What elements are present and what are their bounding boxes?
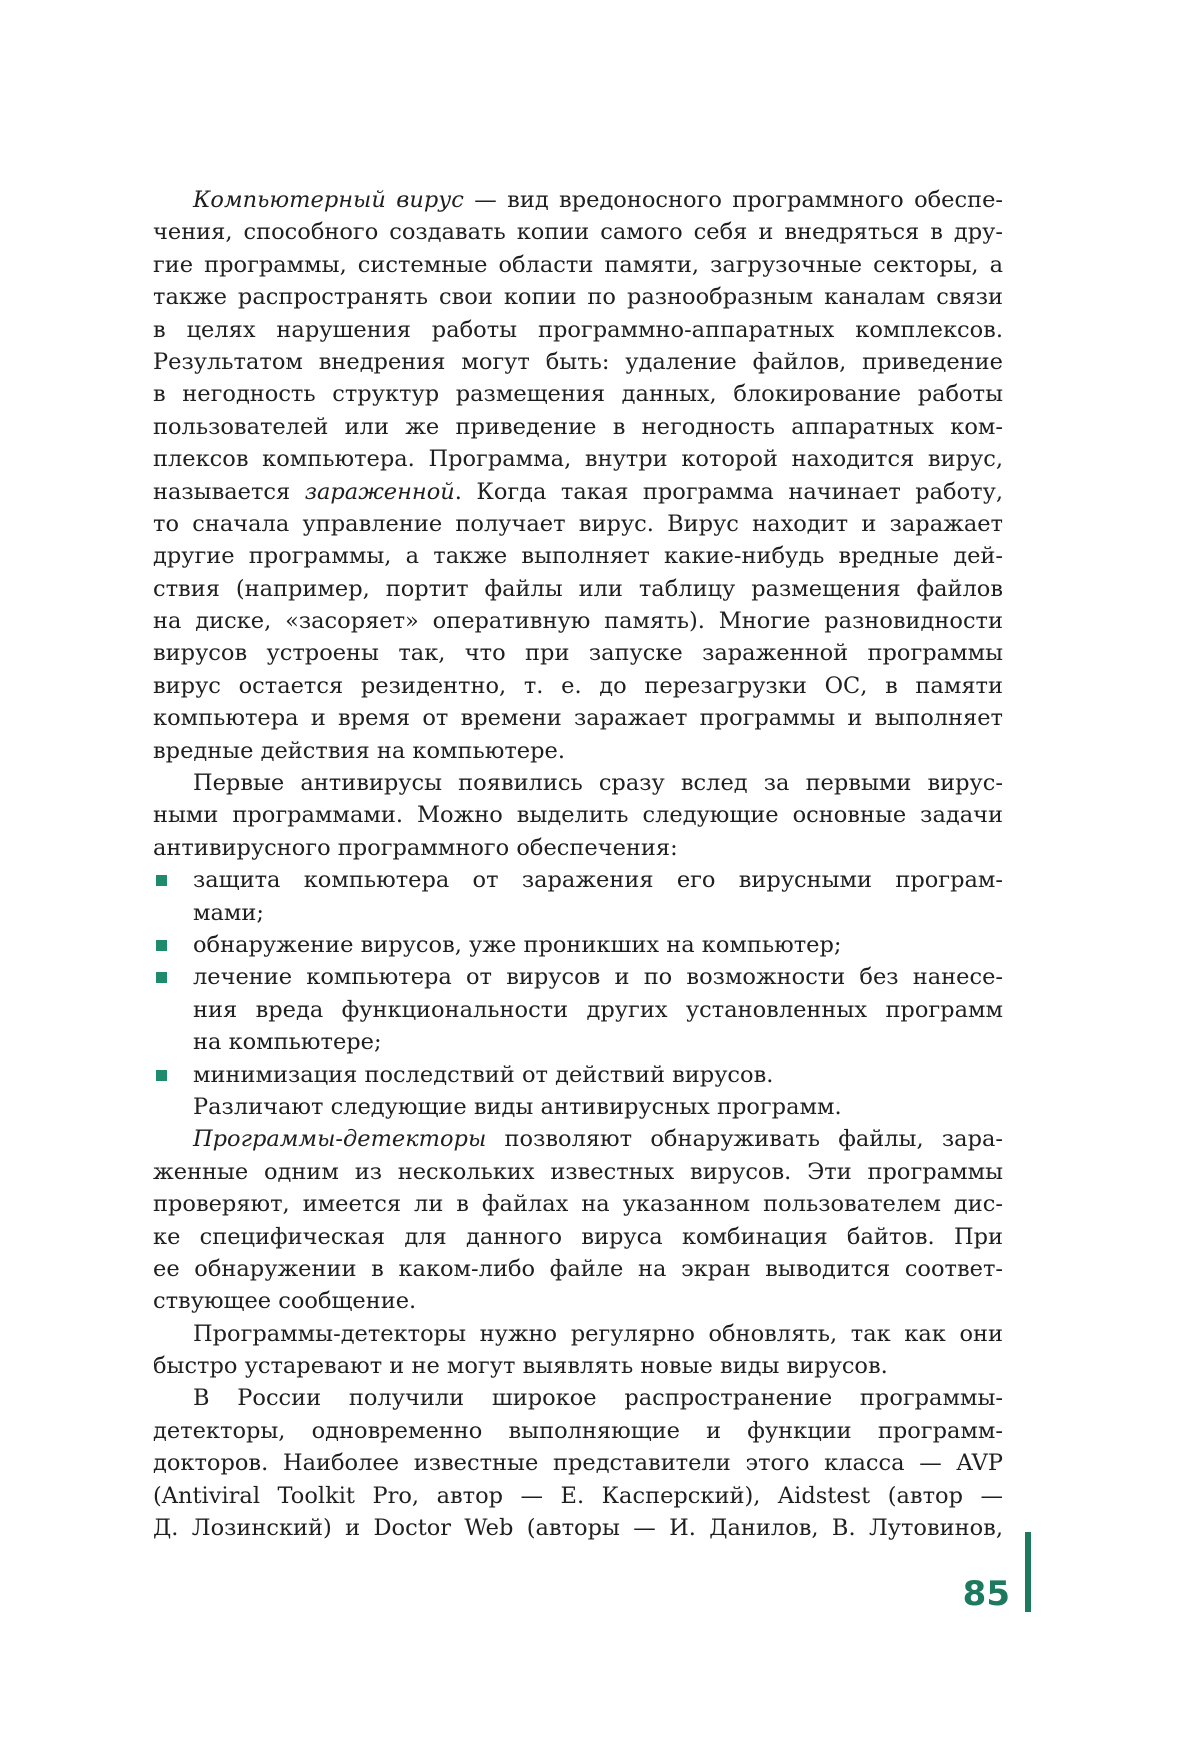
text-line: (Antiviral Toolkit Pro, автор — Е. Касперский), Aidstest (автор — bbox=[153, 1482, 1003, 1509]
text-line: мами; bbox=[193, 899, 264, 926]
text-line: быстро устаревают и не могут выявлять новые виды вирусов. bbox=[153, 1353, 888, 1380]
text-line: Д. Лозинский) и Doctor Web (авторы — И. Данилов, В. Лутовинов, bbox=[153, 1515, 1003, 1542]
text-line: женные одним из нескольких известных вирусов. Эти программы bbox=[153, 1158, 1003, 1185]
square-bullet-icon bbox=[156, 1070, 167, 1081]
term-infected: зараженной bbox=[304, 478, 455, 505]
text-line: вирус остается резидентно, т. е. до перезагрузки ОС, в памяти bbox=[153, 672, 1003, 699]
term-computer-virus: Компьютерный вирус bbox=[193, 187, 464, 213]
text-line: другие программы, а также выполняет какие-нибудь вредные дей- bbox=[153, 543, 1003, 570]
text-line: гие программы, системные области памяти, загрузочные секторы, а bbox=[153, 251, 1003, 278]
text-line bbox=[153, 1123, 1003, 1155]
text-line: Первые антивирусы появились сразу вслед за первыми вирус- bbox=[193, 770, 1003, 797]
text-line: В России получили широкое распространение программы- bbox=[193, 1385, 1003, 1412]
text-line: ке специфическая для данного вируса комбинация байтов. При bbox=[153, 1223, 1003, 1250]
line-text: — вид вредоносного программного обеспе- bbox=[463, 187, 1003, 213]
text-line: вирусов устроены так, что при запуске зараженной программы bbox=[153, 640, 1003, 667]
body-text bbox=[153, 184, 1003, 1544]
text-line: компьютера и время от времени заражает программы и выполняет bbox=[153, 705, 1003, 732]
text-line: Программы-детекторы нужно регулярно обновлять, так как они bbox=[193, 1320, 1003, 1347]
page-number: 85 bbox=[962, 1574, 1010, 1614]
text-line: обнаружение вирусов, уже проникших на компьютер; bbox=[193, 931, 842, 958]
text-line: детекторы, одновременно выполняющие и функции программ- bbox=[153, 1417, 1003, 1444]
text-line: в целях нарушения работы программно-аппаратных комплексов. bbox=[153, 316, 1003, 343]
text-line: ствующее сообщение. bbox=[153, 1288, 417, 1315]
list-item bbox=[153, 864, 1003, 929]
text-line: ее обнаружении в каком-либо файле на экран выводится соответ- bbox=[153, 1255, 1003, 1282]
paragraph-antivirus-tasks bbox=[153, 767, 1003, 864]
text-line: Различают следующие виды антивирусных программ. bbox=[193, 1093, 842, 1120]
text-line: в негодность структур размещения данных, блокирование работы bbox=[153, 381, 1003, 408]
text-line: на компьютере; bbox=[193, 1029, 382, 1056]
term-detector-programs: Программы-детекторы bbox=[193, 1126, 487, 1153]
line-text: позволяют обнаруживать файлы, зара- bbox=[486, 1126, 1003, 1153]
paragraph-antivirus-types bbox=[153, 1091, 1003, 1123]
line-text: называется bbox=[153, 478, 305, 505]
text-line: Результатом внедрения могут быть: удаление файлов, приведение bbox=[153, 348, 1003, 375]
text-line: защита компьютера от заражения его вирусными програм- bbox=[193, 867, 1003, 894]
line-text: . Когда такая программа начинает работу, bbox=[454, 478, 1003, 505]
text-line: ными программами. Можно выделить следующие основные задачи bbox=[153, 802, 1003, 829]
square-bullet-icon bbox=[156, 972, 167, 983]
text-line: чения, способного создавать копии самого себя и внедряться в дру- bbox=[153, 219, 1003, 246]
square-bullet-icon bbox=[156, 940, 167, 951]
page-edge-rule bbox=[1025, 1532, 1031, 1612]
text-line: минимизация последствий от действий вирусов. bbox=[193, 1061, 774, 1088]
list-item bbox=[153, 1059, 1003, 1091]
list-item bbox=[153, 961, 1003, 1058]
text-line: также распространять свои копии по разнообразным каналам связи bbox=[153, 284, 1003, 311]
text-line: пользователей или же приведение в негодность аппаратных ком- bbox=[153, 413, 1003, 440]
text-line: плексов компьютера. Программа, внутри которой находится вирус, bbox=[153, 446, 1003, 473]
text-line: антивирусного программного обеспечения: bbox=[153, 834, 678, 861]
text-line: докторов. Наиболее известные представители этого класса — AVP bbox=[153, 1450, 1003, 1477]
square-bullet-icon bbox=[156, 875, 167, 886]
list-item bbox=[153, 929, 1003, 961]
text-line: ствия (например, портит файлы или таблицу размещения файлов bbox=[153, 575, 1003, 602]
text-line: проверяют, имеется ли в файлах на указанном пользователем дис- bbox=[153, 1191, 1003, 1218]
paragraph-virus-definition bbox=[153, 184, 1003, 767]
text-line: лечение компьютера от вирусов и по возможности без нанесе- bbox=[193, 964, 1003, 991]
paragraph-detector-updates bbox=[153, 1318, 1003, 1383]
text-line: вредные действия на компьютере. bbox=[153, 737, 565, 764]
text-line bbox=[153, 184, 1003, 216]
paragraph-detectors bbox=[153, 1123, 1003, 1317]
text-line: на диске, «засоряет» оперативную память). Многие разновидности bbox=[153, 608, 1003, 635]
text-line: то сначала управление получает вирус. Вирус находит и заражает bbox=[153, 510, 1003, 537]
bullet-list bbox=[153, 864, 1003, 1091]
paragraph-russia-detectors bbox=[153, 1382, 1003, 1544]
text-line bbox=[153, 476, 1003, 508]
text-line: ния вреда функциональности других установленных программ bbox=[193, 996, 1003, 1023]
